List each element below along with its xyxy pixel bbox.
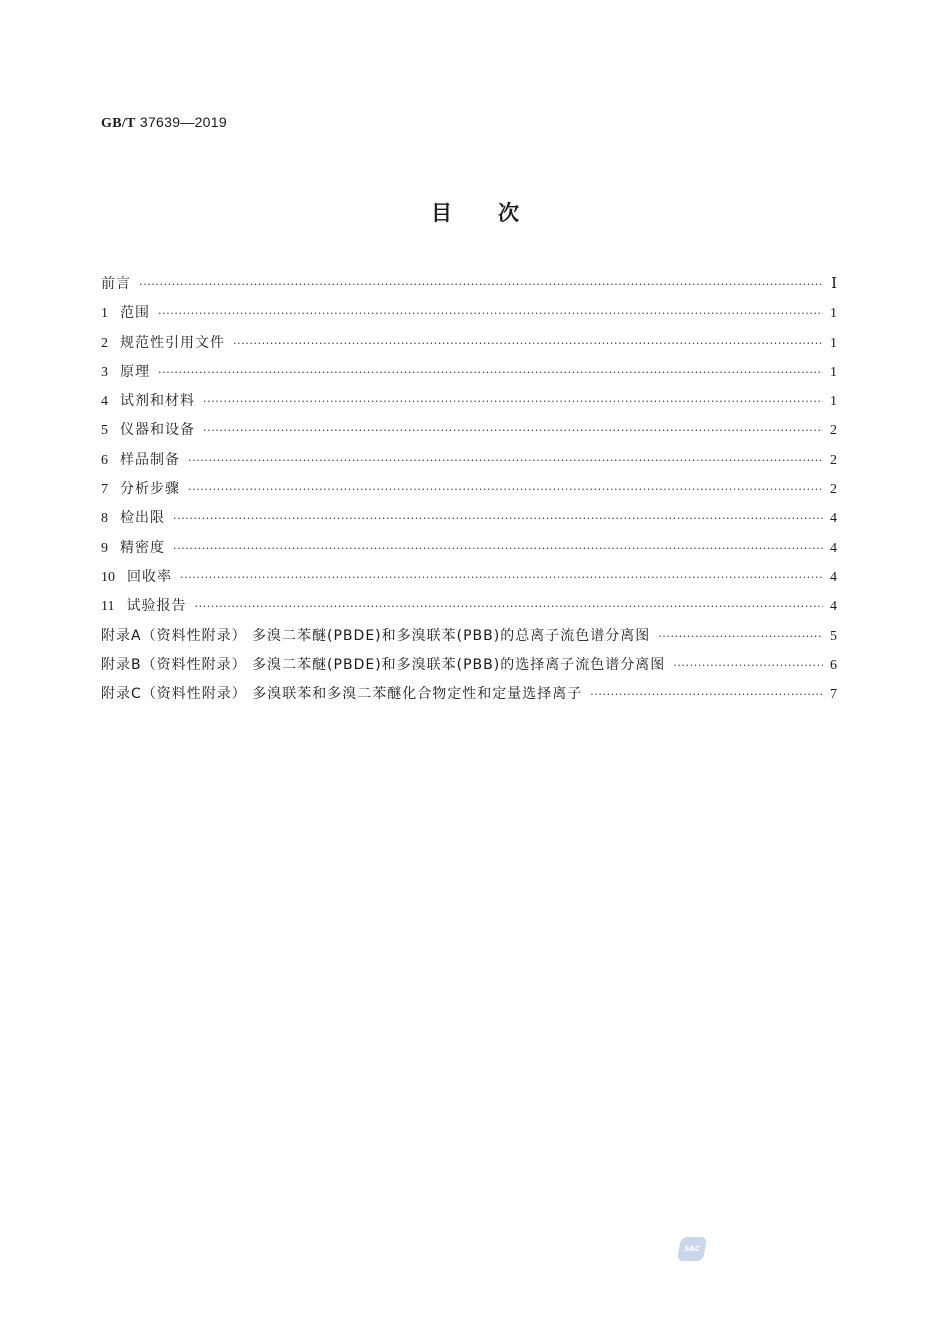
standard-code — [101, 114, 227, 132]
toc-entry-label: 检出限 — [120, 510, 165, 527]
toc-entry-label: 试验报告 — [126, 598, 187, 615]
toc-leader-dots — [188, 452, 823, 470]
toc-entry-11[interactable] — [101, 597, 837, 626]
toc-leader-dots — [158, 364, 823, 382]
toc-entry-page: 4 — [830, 569, 837, 585]
toc-entry-label: 附录A（资料性附录） 多溴二苯醚(PBDE)和多溴联苯(PBB)的总离子流色谱分离图 — [101, 627, 651, 644]
toc-entry-number: 8 — [101, 511, 108, 527]
toc-entry-page: 4 — [830, 599, 837, 615]
toc-entry-label: 规范性引用文件 — [120, 334, 225, 351]
toc-entry-number: 9 — [101, 540, 108, 556]
toc-entry-8[interactable] — [101, 509, 837, 538]
toc-entry-page: 7 — [830, 687, 837, 703]
toc-leader-dots — [233, 335, 823, 353]
toc-entry-page: 2 — [830, 452, 837, 468]
toc-leader-dots — [139, 276, 823, 294]
toc-entry-page: 1 — [830, 335, 837, 351]
toc-leader-dots — [194, 598, 823, 616]
toc-entry-5[interactable] — [101, 421, 837, 450]
toc-entry-label: 仪器和设备 — [120, 422, 195, 439]
toc-entry-number: 7 — [101, 482, 108, 498]
toc-entry-label: 原理 — [120, 363, 150, 380]
toc-entry-label: 分析步骤 — [120, 481, 180, 498]
toc-entry-page: Ⅰ — [831, 276, 837, 292]
toc-entry-number: 6 — [101, 452, 108, 468]
toc-entry-appendix-c[interactable] — [101, 685, 837, 714]
toc-entry-label: 回收率 — [127, 568, 172, 585]
toc-entry-3[interactable] — [101, 363, 837, 392]
toc-entry-page: 2 — [830, 423, 837, 439]
toc-entry-number: 4 — [101, 394, 108, 410]
toc-leader-dots — [673, 657, 823, 675]
toc-entry-number: 1 — [101, 306, 108, 322]
toc-entry-appendix-b[interactable] — [101, 656, 837, 685]
toc-entry-9[interactable] — [101, 539, 837, 568]
toc-leader-dots — [180, 569, 823, 587]
toc-entry-appendix-a[interactable] — [101, 627, 837, 656]
standard-code-number: 37639—2019 — [139, 114, 227, 130]
toc-leader-dots — [590, 686, 823, 704]
toc-entry-label: 范围 — [120, 305, 150, 322]
toc-leader-dots — [173, 510, 823, 528]
toc-leader-dots — [658, 628, 823, 646]
toc-entry-page: 6 — [830, 657, 837, 673]
toc-entry-page: 1 — [830, 306, 837, 322]
toc-entry-page: 1 — [830, 364, 837, 380]
toc-entry-number: 3 — [101, 364, 108, 380]
page-title: 目次 — [431, 201, 565, 225]
toc-entry-1[interactable] — [101, 304, 837, 333]
toc-entry-number: 10 — [101, 569, 115, 585]
toc-leader-dots — [188, 481, 823, 499]
toc-entry-2[interactable] — [101, 334, 837, 363]
toc-entry-number: 5 — [101, 423, 108, 439]
standard-code-prefix: GB/T — [101, 116, 136, 131]
toc-entry-page: 4 — [830, 511, 837, 527]
toc-entry-number: 2 — [101, 335, 108, 351]
toc-entry-page: 2 — [830, 482, 837, 498]
toc-entry-7[interactable] — [101, 480, 837, 509]
toc-entry-6[interactable] — [101, 451, 837, 480]
toc-entry-page: 4 — [830, 540, 837, 556]
toc-entry-label: 附录B（资料性附录） 多溴二苯醚(PBDE)和多溴联苯(PBB)的选择离子流色谱分离图 — [101, 656, 666, 673]
toc-entry-page: 5 — [830, 628, 837, 644]
toc-entry-label: 附录C（资料性附录） 多溴联苯和多溴二苯醚化合物定性和定量选择离子 — [101, 686, 583, 703]
table-of-contents — [101, 275, 837, 714]
toc-leader-dots — [158, 305, 823, 323]
toc-leader-dots — [203, 393, 823, 411]
toc-entry-label: 前言 — [101, 276, 131, 292]
toc-leader-dots — [173, 540, 823, 558]
toc-entry-10[interactable] — [101, 568, 837, 597]
toc-entry-page: 1 — [830, 394, 837, 410]
toc-entry-label: 精密度 — [120, 539, 165, 556]
toc-entry-label: 样品制备 — [120, 451, 180, 468]
toc-entry-number: 11 — [101, 599, 115, 615]
toc-entry-foreword[interactable] — [101, 275, 837, 304]
toc-entry-4[interactable] — [101, 392, 837, 421]
toc-leader-dots — [203, 422, 823, 440]
toc-entry-label: 试剂和材料 — [120, 393, 195, 410]
sac-watermark-logo: SAC — [677, 1237, 707, 1261]
